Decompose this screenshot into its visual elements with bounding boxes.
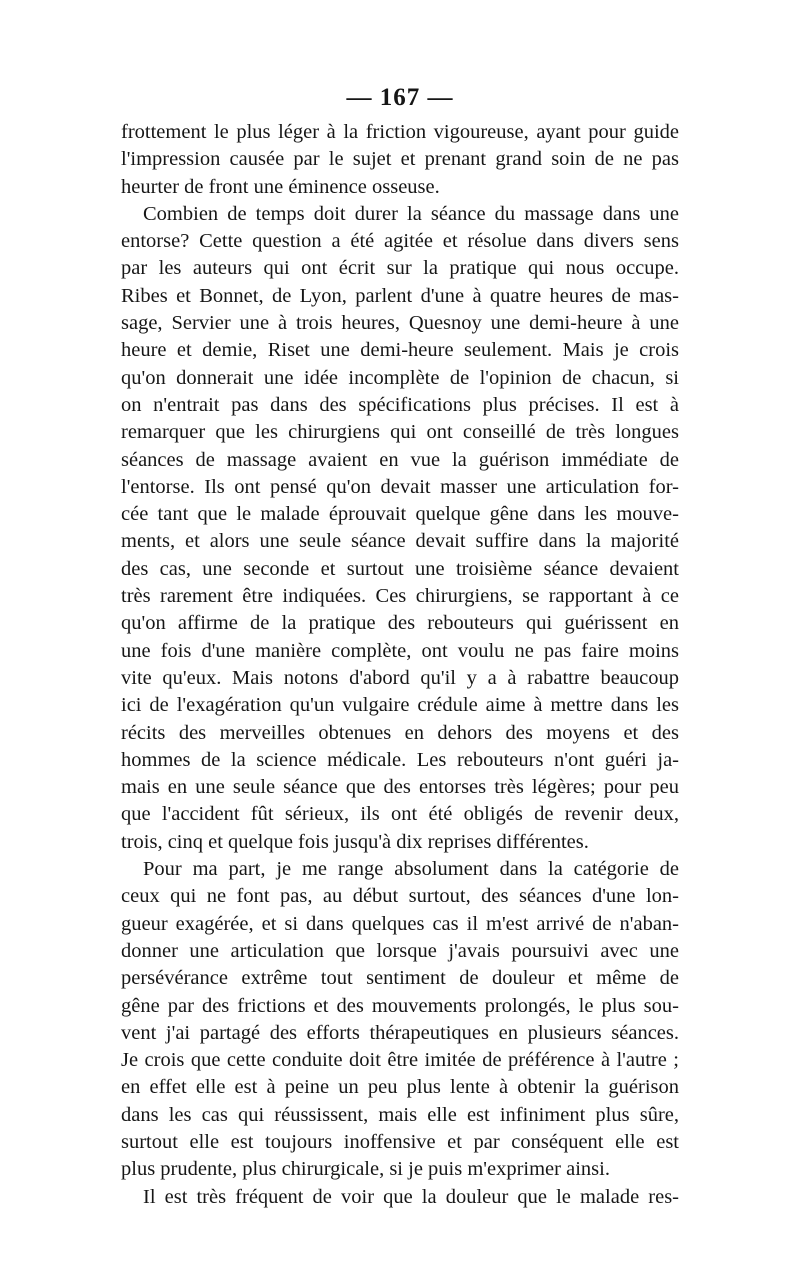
text-line: vent j'ai partagé des efforts thérapeutiques en plusieurs séances. [121,1021,679,1044]
text-line: hommes de la science médicale. Les rebouteurs n'ont guéri ja- [121,748,679,771]
text-line: l'entorse. Ils ont pensé qu'on devait masser une articulation for- [121,475,679,498]
paragraph [121,119,679,201]
text-line: Il est très fréquent de voir que la douleur que le malade res- [143,1185,679,1208]
text-line: ici de l'exagération qu'un vulgaire crédule aime à mettre dans les [121,694,679,717]
text-line: l'impression causée par le sujet et prenant grand soin de ne pas [121,148,679,171]
text-line: heurter de front une éminence osseuse. [121,175,440,198]
text-line: Combien de temps doit durer la séance du massage dans une [143,202,679,225]
paragraph [121,201,679,856]
text-line: ments, et alors une seule séance devait suffire dans la majorité [121,530,679,553]
text-line: des cas, une seconde et surtout une troisième séance devaient [121,557,679,580]
text-line: on n'entrait pas dans des spécifications plus précises. Il est à [121,393,679,416]
text-line: surtout elle est toujours inoffensive et par conséquent elle est [121,1130,679,1153]
text-line: Pour ma part, je me range absolument dans la catégorie de [143,858,679,881]
text-line: trois, cinq et quelque fois jusqu'à dix reprises différentes. [121,830,589,853]
text-line: heure et demie, Riset une demi-heure seulement. Mais je crois [121,339,679,362]
text-line: gueur exagérée, et si dans quelques cas il m'est arrivé de n'aban- [121,912,679,935]
text-line: gêne par des frictions et des mouvements prolongés, le plus sou- [121,994,679,1017]
text-line: remarquer que les chirurgiens qui ont conseillé de très longues [121,421,679,444]
paragraph [121,1184,679,1211]
text-line: une fois d'une manière complète, ont voulu ne pas faire moins [121,639,679,662]
text-line: récits des merveilles obtenues en dehors des moyens et des [121,721,679,744]
text-line: dans les cas qui réussissent, mais elle est infiniment plus sûre, [121,1103,679,1126]
text-line: frottement le plus léger à la friction vigoureuse, ayant pour guide [121,121,679,143]
text-line: sage, Servier une à trois heures, Quesnoy une demi-heure à une [121,312,679,335]
text-line: mais en une seule séance que des entorses très légères; pour peu [121,776,679,799]
text-line: donner une articulation que lorsque j'avais poursuivi avec une [121,939,679,962]
body-text [121,119,679,1211]
text-line: persévérance extrême tout sentiment de douleur et même de [121,967,679,990]
text-line: plus prudente, plus chirurgicale, si je puis m'exprimer ainsi. [121,1158,610,1181]
text-line: entorse? Cette question a été agitée et résolue dans divers sens [121,230,679,253]
text-line: qu'on donnerait une idée incomplète de l'opinion de chacun, si [121,366,679,389]
text-line: par les auteurs qui ont écrit sur la pratique qui nous occupe. [121,257,679,280]
text-line: séances de massage avaient en vue la guérison immédiate de [121,448,679,471]
text-line: Je crois que cette conduite doit être imitée de préférence à l'autre ; [121,1049,679,1072]
text-line: Ribes et Bonnet, de Lyon, parlent d'une à quatre heures de mas- [121,284,679,307]
page-number: — 167 — [346,84,454,111]
text-line: ceux qui ne font pas, au début surtout, des séances d'une lon- [121,885,679,908]
paragraph [121,856,679,1184]
text-line: qu'on affirme de la pratique des rebouteurs qui guérissent en [121,612,679,635]
text-line: vite qu'eux. Mais notons d'abord qu'il y a à rabattre beaucoup [121,666,679,689]
text-line: en effet elle est à peine un peu plus lente à obtenir la guérison [121,1076,679,1099]
text-line: cée tant que le malade éprouvait quelque gêne dans les mouve- [121,503,679,526]
text-line: très rarement être indiquées. Ces chirurgiens, se rapportant à ce [121,585,679,608]
text-line: que l'accident fût sérieux, ils ont été obligés de revenir deux, [121,803,679,826]
